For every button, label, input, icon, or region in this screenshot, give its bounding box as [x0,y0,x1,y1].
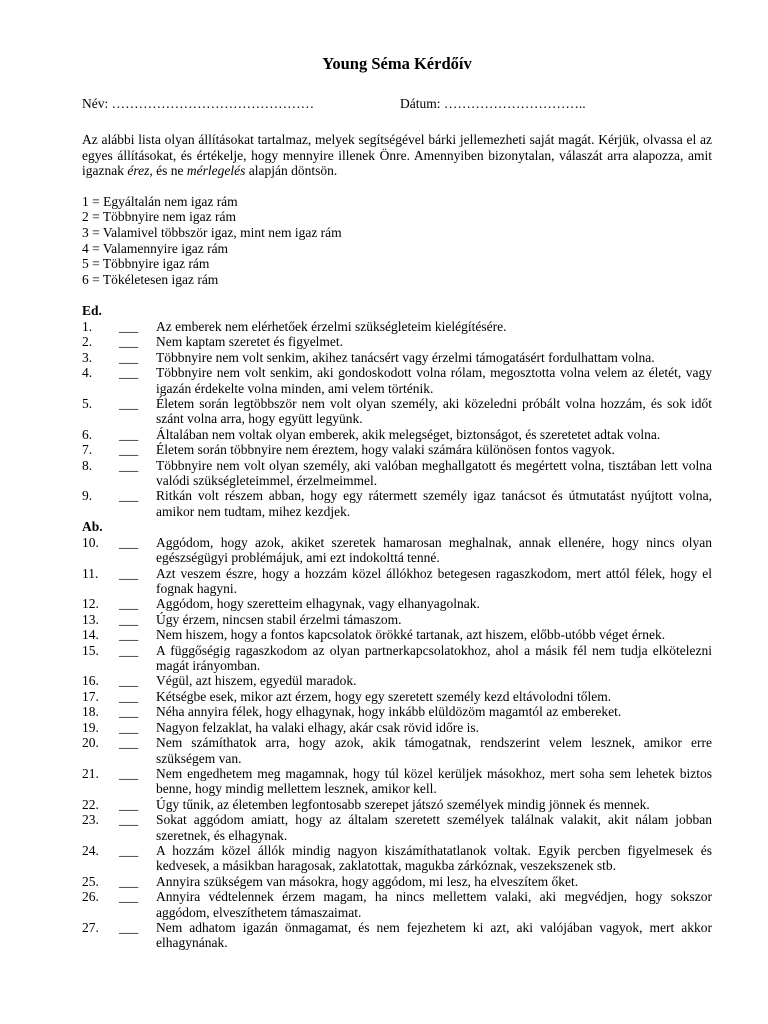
question-number: 16. [82,673,99,689]
answer-blank[interactable]: ___ [119,349,138,365]
question-number: 14. [82,627,99,643]
answer-blank[interactable]: ___ [119,642,138,658]
question-number: 6. [82,426,93,442]
rating-scale [82,194,712,288]
intro-text-3: alapján döntsön. [245,163,338,179]
scale-option: 1 = Egyáltalán nem igaz rám [82,193,238,209]
question-text: Nem kaptam szeretet és figyelmet. [156,334,344,350]
intro-text-2: , és ne [149,163,187,179]
question-number: 17. [82,688,99,704]
answer-blank[interactable]: ___ [119,812,138,828]
question-item [82,535,712,566]
answer-blank[interactable]: ___ [119,735,138,751]
question-number: 22. [82,796,99,812]
question-text: A függőségig ragaszkodom az olyan partnerkapcsolatokhoz, ahol a másik fél nem tudja elkötelezni magát irányomban. [156,642,712,674]
question-item [82,596,712,611]
question-item [82,766,712,797]
question-text: Többnyire nem volt senkim, aki gondoskodott volna rólam, megosztotta volna velem az életét, vagy igazán érdekelte volna minden, ami velem történik. [156,365,712,396]
question-item [82,735,712,766]
scale-option: 5 = Többnyire igaz rám [82,256,210,272]
question-number: 27. [82,919,99,935]
question-text: Sokat aggódom amiatt, hogy az általam szeretett személyek találnak valakit, akit nálam jobban szeretnek, és elhagynak. [156,812,712,843]
question-item [82,704,712,719]
question-text: Az emberek nem elérhetőek érzelmi szükségleteim kielégítésére. [156,318,507,334]
question-item [82,612,712,627]
intro-emphasis-1: érez [127,163,150,179]
question-number: 15. [82,642,99,658]
question-item [82,874,712,889]
question-text: Nem számíthatok arra, hogy azok, akik támogatnak, rendszerint velem lesznek, amikor erre szükségem van. [156,735,712,766]
scale-option: 2 = Többnyire nem igaz rám [82,209,236,225]
question-number: 13. [82,611,99,627]
document-title: Young Séma Kérdőív [322,54,472,73]
answer-blank[interactable]: ___ [119,488,138,504]
question-number: 1. [82,318,93,334]
question-text: Életem során többnyire nem éreztem, hogy valaki számára különösen fontos vagyok. [156,442,615,458]
question-item [82,643,712,674]
question-number: 7. [82,442,93,458]
question-item [82,673,712,688]
answer-blank[interactable]: ___ [119,873,138,889]
intro-emphasis-2: mérlegelés [186,163,246,179]
answer-blank[interactable]: ___ [119,426,138,442]
question-number: 18. [82,704,99,720]
answer-blank[interactable]: ___ [119,919,138,935]
question-item [82,350,712,365]
question-text: Kétségbe esek, mikor azt érzem, hogy egy szeretett személy kezd eltávolodni tőlem. [156,688,612,704]
question-item [82,797,712,812]
answer-blank[interactable]: ___ [119,457,138,473]
question-number: 24. [82,842,99,858]
question-number: 11. [82,565,99,581]
question-text: Aggódom, hogy szeretteim elhagynak, vagy elhanyagolnak. [156,596,480,612]
question-text: Úgy érzem, nincsen stabil érzelmi támaszom. [156,611,402,627]
question-text: Néha annyira félek, hogy elhagynak, hogy inkább elüldözöm magamtól az embereket. [156,704,622,720]
question-number: 3. [82,349,93,365]
question-item [82,812,712,843]
answer-blank[interactable]: ___ [119,565,138,581]
answer-blank[interactable]: ___ [119,395,138,411]
answer-blank[interactable]: ___ [119,534,138,550]
answer-blank[interactable]: ___ [119,673,138,689]
question-number: 10. [82,534,99,550]
name-field[interactable]: Név: ……………………………………… [82,96,315,111]
answer-blank[interactable]: ___ [119,627,138,643]
answer-blank[interactable]: ___ [119,596,138,612]
date-field[interactable]: Dátum: ………………………….. [400,96,586,111]
question-number: 26. [82,889,99,905]
question-number: 21. [82,765,99,781]
question-text: Ritkán volt részem abban, hogy egy rátermett személy igaz tanácsot és útmutatást nyújtott volna, amikor nem tudtam, mihez kezdjek. [156,488,712,519]
question-text: Végül, azt hiszem, egyedül maradok. [156,673,357,689]
question-item [82,334,712,349]
answer-blank[interactable]: ___ [119,365,138,381]
question-text: A hozzám közel állók mindig nagyon kiszámíthatatlanok voltak. Egyik percben figyelmesek és kedvesek, a másikban haragosak, zaklatottak, magukba zárkóznak, veszekszenek stb. [156,842,712,874]
question-number: 25. [82,873,99,889]
question-sections [82,303,712,950]
question-item [82,442,712,457]
instructions-paragraph [82,132,712,179]
question-item [82,488,712,519]
question-number: 20. [82,735,99,751]
question-text: Úgy tűnik, az életemben legfontosabb szerepet játszó személyek mindig jönnek és mennek. [156,796,650,812]
question-number: 5. [82,395,93,411]
question-text: Annyira szükségem van másokra, hogy aggódom, mi lesz, ha elveszítem őket. [156,873,579,889]
answer-blank[interactable]: ___ [119,719,138,735]
scale-option: 4 = Valamennyire igaz rám [82,240,229,256]
answer-blank[interactable]: ___ [119,688,138,704]
question-number: 12. [82,596,99,612]
scale-option: 3 = Valamivel többször igaz, mint nem igaz rám [82,224,342,240]
question-item [82,427,712,442]
answer-blank[interactable]: ___ [119,889,138,905]
question-item [82,889,712,920]
question-text: Nem engedhetem meg magamnak, hogy túl közel kerüljek másokhoz, mert soha sem lehetek biztos benne, hogy mindig mellettem lesznek, amikor kell. [156,765,712,797]
question-item [82,920,712,951]
question-item [82,720,712,735]
answer-blank[interactable]: ___ [119,442,138,458]
question-number: 9. [82,488,93,504]
question-text: Általában nem voltak olyan emberek, akik melegséget, biztonságot, és szeretetet adtak volna. [156,426,661,442]
section-heading: Ed. [82,303,102,319]
section-heading: Ab. [82,519,103,535]
question-text: Nem adhatom igazán önmagamat, és nem fejezhetem ki azt, aki valójában vagyok, mert akkor elhagynának. [156,919,712,951]
question-number: 8. [82,457,93,473]
question-item [82,627,712,642]
intro-text-1: Az alábbi lista olyan állításokat tartalmaz, melyek segítségével bárki jellemezheti saját magát. Kérjük, olvassa el az egyes állításokat, és értékelje, hogy mennyire illenek Önre. Amennyiben bizonytalan, válaszát arra alapozza, amit igaznak [82,132,712,179]
question-number: 4. [82,365,93,381]
answer-blank[interactable]: ___ [119,704,138,720]
question-number: 2. [82,334,93,350]
question-item [82,689,712,704]
question-item [82,843,712,874]
question-item [82,365,712,396]
question-text: Aggódom, hogy azok, akiket szeretek hamarosan meghalnak, annak ellenére, hogy nincs olyan egészségügyi problémájuk, ami ezt indokolttá tenné. [156,534,712,566]
answer-blank[interactable]: ___ [119,334,138,350]
scale-option: 6 = Tökéletesen igaz rám [82,271,219,287]
question-item [82,319,712,334]
question-item [82,566,712,597]
answer-blank[interactable]: ___ [119,765,138,781]
question-text: Azt veszem észre, hogy a hozzám közel állókhoz betegesen ragaszkodom, mert attól félek, hogy el fognak hagyni. [156,565,712,597]
name-date-row [82,96,712,112]
answer-blank[interactable]: ___ [119,611,138,627]
question-number: 23. [82,812,99,828]
question-text: Életem során legtöbbször nem volt olyan személy, aki közeledni próbált volna hozzám, és sok időt szánt volna arra, hogy együtt legyünk. [156,395,712,427]
question-text: Annyira védtelennek érzem magam, ha nincs mellettem valaki, aki megvédjen, hogy sokszor aggódom, elveszíthetem támaszaimat. [156,889,712,920]
answer-blank[interactable]: ___ [119,842,138,858]
question-item [82,458,712,489]
question-text: Nem hiszem, hogy a fontos kapcsolatok örökké tartanak, azt hiszem, előbb-utóbb véget érnek. [156,627,666,643]
answer-blank[interactable]: ___ [119,318,138,334]
question-text: Többnyire nem volt senkim, akihez tanácsért vagy érzelmi támogatásért fordulhattam volna. [156,349,655,365]
question-text: Nagyon felzaklat, ha valaki elhagy, akár csak rövid időre is. [156,719,479,735]
question-number: 19. [82,719,99,735]
question-text: Többnyire nem volt olyan személy, aki valóban meghallgatott és megértett volna, tisztában lett volna valódi szükségleteimmel, érzelmeimmel. [156,457,712,488]
answer-blank[interactable]: ___ [119,796,138,812]
question-item [82,396,712,427]
